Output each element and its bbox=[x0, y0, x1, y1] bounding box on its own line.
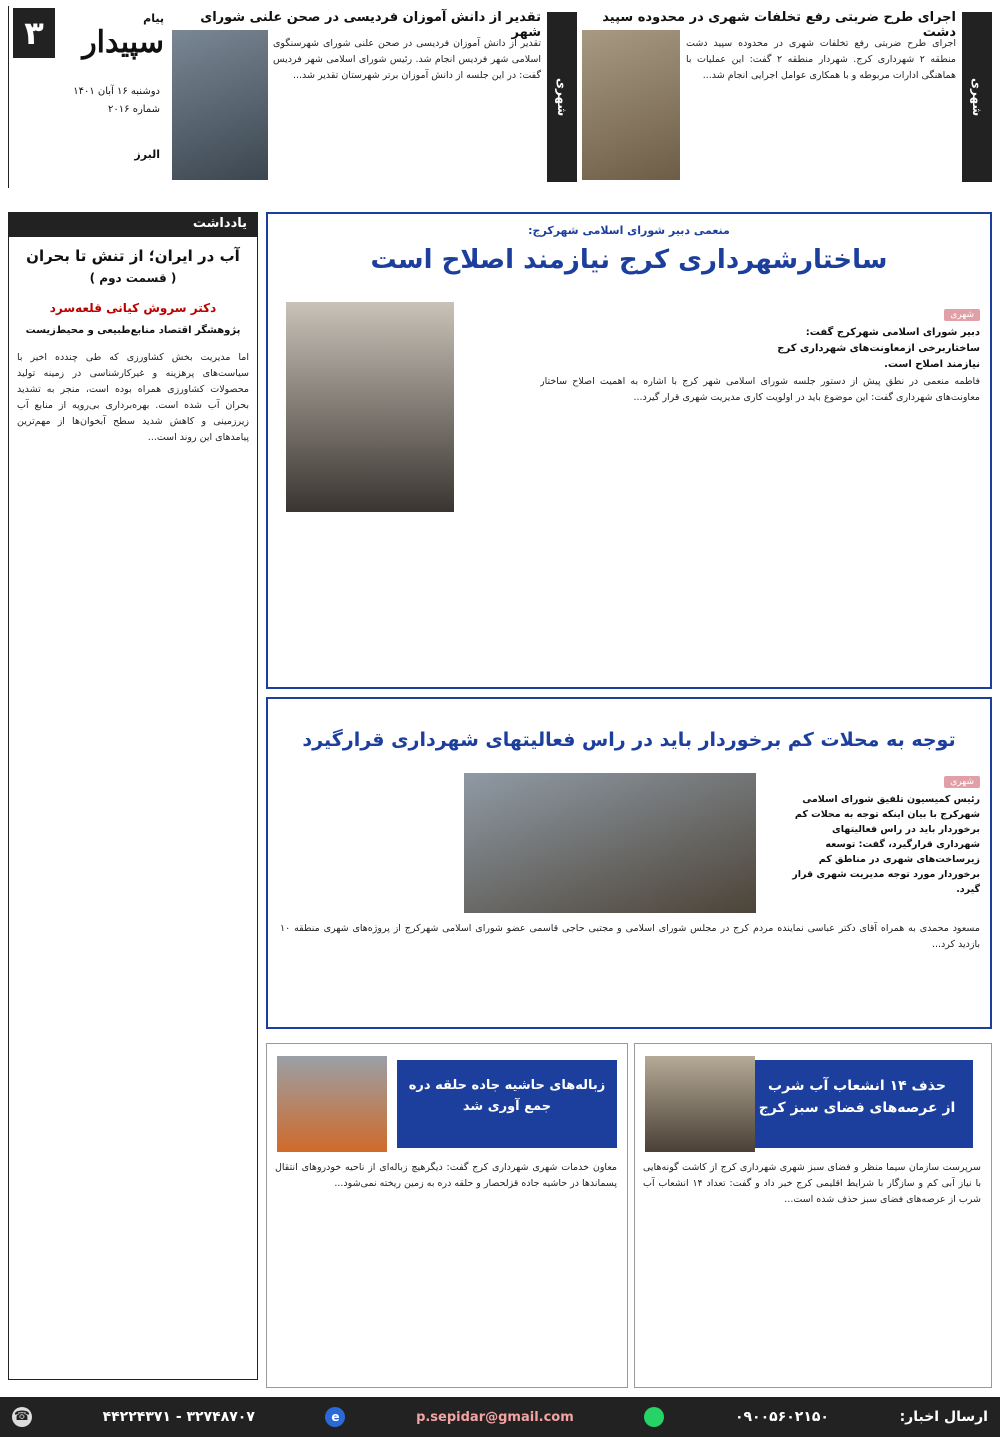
main-story bbox=[266, 212, 992, 689]
section-text: شهری bbox=[555, 77, 569, 117]
column-author: دکتر سروش کیانی قلعه‌سرد bbox=[49, 301, 217, 315]
story-title-box bbox=[741, 1060, 973, 1148]
logo: پیام سپیدار bbox=[82, 12, 164, 60]
story-title: ساختارشهرداری کرج نیازمند اصلاح است bbox=[370, 245, 888, 275]
story-title-2: جمع آوری شد bbox=[462, 1099, 552, 1114]
phone-icon: ☎ bbox=[12, 1407, 32, 1427]
lead-text: رئیس کمیسیون تلفیق شورای اسلامی شهرکرج با بیان اینکه توجه به محلات کم برخوردار باید در راس فعالیتهای شهرداری قرارگیرد، گفت: توسعه زیرساخت‌های شهری در مناطق کم برخوردار مورد توجه مدیریت شهری قرار گیرد. bbox=[792, 794, 980, 895]
region-label: البرز bbox=[134, 148, 160, 161]
story-title: توجه به محلات کم برخوردار باید در راس فعالیتهای شهرداری قرارگیرد bbox=[302, 729, 956, 751]
phone-number[interactable]: ۳۲۷۴۸۷۰۷ - ۴۴۲۲۴۳۷۱ bbox=[102, 1409, 255, 1425]
section-tag: شهری bbox=[944, 776, 980, 788]
story-photo bbox=[172, 30, 268, 180]
issue-number: شماره ۲۰۱۶ bbox=[108, 104, 160, 115]
section-label bbox=[547, 12, 577, 182]
opinion-column bbox=[8, 212, 258, 1380]
lead-text: دبیر شورای اسلامی شهرکرج گفت: ساختاربرخی ازمعاونت‌های شهرداری کرج نیازمند اصلاح است. bbox=[777, 327, 980, 370]
story-body: اجرای طرح ضربتی رفع تخلفات شهری در محدوده سپید دشت منطقه ۲ شهرداری کرج. شهردار منطقه ۲ گفت: این عملیات با هماهنگی ادارات مربوطه و با همکاری عوامل اجرایی انجام شد... bbox=[686, 38, 956, 81]
footer-bar bbox=[0, 1397, 1000, 1437]
masthead bbox=[8, 6, 168, 188]
story-photo bbox=[645, 1056, 755, 1152]
column-subtitle: ( قسمت دوم ) bbox=[89, 271, 177, 285]
story-lead bbox=[760, 302, 980, 373]
issue-date: دوشنبه ۱۶ آبان ۱۴۰۱ bbox=[73, 86, 160, 97]
top-right-story bbox=[582, 6, 992, 188]
story-title: تقدیر از دانش آموزان فردیسی در صحن علنی شورای شهر bbox=[200, 10, 541, 40]
story-body: فاطمه منعمی در نطق پیش از دستور جلسه شورای اسلامی شهر کرج با اشاره به اهمیت اصلاح ساختار معاونت‌های شهرداری گفت: این موضوع باید در اولویت کاری مدیریت شهری قرار گیرد... bbox=[540, 376, 980, 403]
story-lead bbox=[790, 769, 980, 897]
story-body: معاون خدمات شهری شهرداری کرج گفت: دیگرهیچ زباله‌ای از ناحیه خودروهای انتقال پسماندها در حاشیه جاده قزلحصار و حلقه دره به زمین ریخته نمی‌شود... bbox=[275, 1162, 617, 1189]
second-story bbox=[266, 697, 992, 1029]
page-number: ۳ bbox=[13, 8, 55, 58]
column-body: اما مدیریت بخش کشاورزی که طی چندده اخیر با سیاست‌های پرهزینه و غیرکارشناسی در زمینه تولید محصولات کشاورزی همراه بوده است، منجر به تشدید بحران آب شده است. بهره‌برداری بی‌رویه از منابع آب زیرزمینی و کاهش شدید سطح آبخوان‌ها از مهم‌ترین پیامدهای این روند است... bbox=[17, 352, 249, 443]
column-title: آب در ایران؛ از تنش تا بحران bbox=[26, 247, 240, 265]
section-text: شهری bbox=[970, 77, 984, 117]
story-title: حذف ۱۴ انشعاب آب شرب bbox=[768, 1078, 946, 1094]
internet-explorer-icon: e bbox=[325, 1407, 345, 1427]
column-author-role: پژوهشگر اقتصاد منابع‌طبیعی و محیط‌زیست bbox=[25, 325, 241, 336]
story-kicker: منعمی دبیر شورای اسلامی شهرکرج: bbox=[528, 224, 730, 237]
story-body: سرپرست سازمان سیما منظر و فضای سبز شهری شهرداری کرج از کاشت گونه‌هایی با نیاز آبی کم و سازگار با شرایط اقلیمی کرج خبر داد و گفت: تعداد ۱۴ انشعاب آب شرب از عرصه‌های فضای سبز حذف شده است... bbox=[643, 1162, 981, 1205]
column-header: یادداشت bbox=[9, 213, 257, 237]
top-mid-story bbox=[172, 6, 577, 188]
footer-label: ارسال اخبار: bbox=[899, 1409, 988, 1425]
sms-number[interactable]: ۰۹۰۰۵۶۰۲۱۵۰ bbox=[734, 1409, 829, 1425]
story-title-2: از عرصه‌های فضای سبز کرج bbox=[758, 1100, 956, 1116]
story-title: اجرای طرح ضربتی رفع تخلفات شهری در محدوده سپید دشت bbox=[602, 10, 956, 40]
email-address[interactable]: p.sepidar@gmail.com bbox=[416, 1409, 574, 1425]
story-photo bbox=[582, 30, 680, 180]
story-photo bbox=[277, 1056, 387, 1152]
bottom-right-story bbox=[634, 1043, 992, 1388]
bottom-left-story bbox=[266, 1043, 628, 1388]
story-body: مسعود محمدی به همراه آقای دکتر عباسی نماینده مردم کرج در مجلس شورای اسلامی و مجتبی حاجی قاسمی عضو شورای اسلامی شهرکرج از پروژه‌های شهری منطقه ۱۰ بازدید کرد... bbox=[280, 923, 980, 950]
story-title-box bbox=[397, 1060, 617, 1148]
story-title: زباله‌های حاشیه جاده حلقه دره bbox=[408, 1078, 606, 1093]
story-photo bbox=[286, 302, 454, 512]
section-tag: شهری bbox=[944, 309, 980, 321]
section-label bbox=[962, 12, 992, 182]
whatsapp-icon bbox=[644, 1407, 664, 1427]
story-body: تقدیر از دانش آموزان فردیسی در صحن علنی شورای شهرسنگوی اسلامی شهر فردیس انجام شد. رئیس شورای اسلامی شهر فردیس گفت: در این جلسه از دانش آموزان برتر شهرستان تقدیر شد... bbox=[273, 38, 541, 81]
story-photo bbox=[464, 773, 756, 913]
